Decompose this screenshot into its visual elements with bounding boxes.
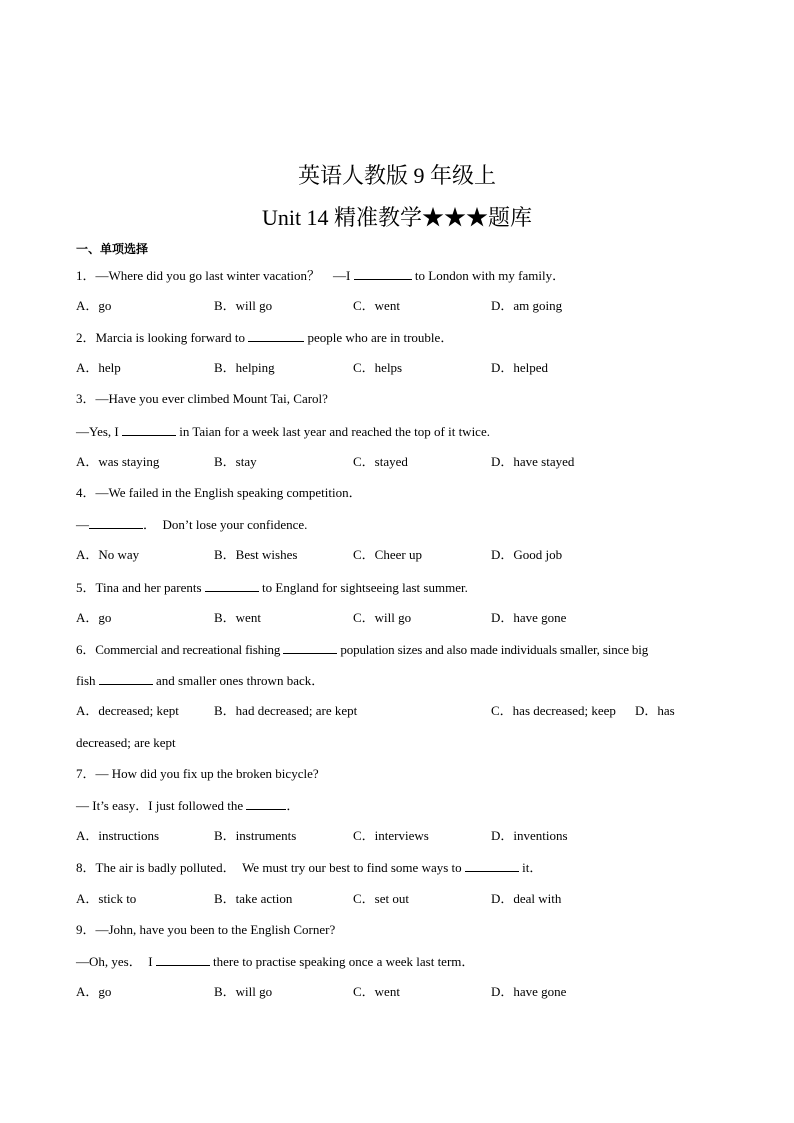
question-4-text: — xyxy=(76,517,89,532)
question-9-stem: 9．—John, have you been to the English Corner? xyxy=(76,922,336,937)
question-4-stem-cont xyxy=(76,515,307,534)
question-6-text-cont: fish xyxy=(76,673,96,688)
question-5-stem xyxy=(76,578,468,597)
question-7-stem: 7．— How did you fix up the broken bicycle? xyxy=(76,766,319,781)
question-9-text: —Oh, yes． I xyxy=(76,954,153,969)
question-9-text-end: there to practise speaking once a week last term． xyxy=(213,954,475,969)
question-6-option-d-cont[interactable]: decreased; are kept xyxy=(76,735,176,750)
question-1-text: 1．—Where did you go last winter vacation？ —I xyxy=(76,268,351,283)
question-6-stem xyxy=(76,640,648,659)
question-2-option-b[interactable]: B．helping xyxy=(214,360,275,375)
question-6-option-d[interactable]: D．has xyxy=(635,703,675,718)
question-6-text-end: and smaller ones thrown back． xyxy=(156,673,325,688)
question-4-option-d[interactable]: D．Good job xyxy=(491,547,563,562)
question-4-text-end: ． Don’t lose your confidence. xyxy=(143,517,308,532)
question-7-option-d[interactable]: D．inventions xyxy=(491,828,568,843)
answer-blank xyxy=(354,266,412,280)
question-8-text-end: it． xyxy=(522,860,543,875)
question-7-option-c[interactable]: C．interviews xyxy=(353,828,429,843)
question-2-option-a[interactable]: A．help xyxy=(76,360,121,375)
document-subtitle: Unit 14 精准教学★★★题库 xyxy=(261,205,533,230)
question-9-stem-cont xyxy=(76,952,474,971)
answer-blank xyxy=(465,858,519,872)
question-1-option-b[interactable]: B．will go xyxy=(214,298,273,313)
question-3-text: —Yes, I xyxy=(76,424,119,439)
question-4-option-c[interactable]: C．Cheer up xyxy=(353,547,422,562)
question-3-option-b[interactable]: B．stay xyxy=(214,454,257,469)
answer-blank xyxy=(283,640,337,654)
question-3-stem-cont xyxy=(76,422,490,441)
answer-blank xyxy=(248,328,304,342)
question-9-option-a[interactable]: A．go xyxy=(76,984,112,999)
question-9-option-c[interactable]: C．went xyxy=(353,984,400,999)
question-5-option-d[interactable]: D．have gone xyxy=(491,610,567,625)
question-8-option-a[interactable]: A．stick to xyxy=(76,891,137,906)
question-4-option-a[interactable]: A．No way xyxy=(76,547,140,562)
question-6-option-b[interactable]: B．had decreased; are kept xyxy=(214,703,358,718)
question-4-option-b[interactable]: B．Best wishes xyxy=(214,547,298,562)
question-1-text-end: to London with my family． xyxy=(414,268,566,283)
question-8-text: 8．The air is badly polluted． We must try our best to find some ways to xyxy=(76,860,462,875)
question-2-stem xyxy=(76,328,453,347)
question-8-option-b[interactable]: B．take action xyxy=(214,891,293,906)
question-7-text-end: ． xyxy=(286,798,300,813)
answer-blank xyxy=(156,952,210,966)
question-2-text-end: people who are in trouble． xyxy=(307,330,454,345)
answer-blank xyxy=(246,796,286,810)
answer-blank xyxy=(122,422,176,436)
question-1-option-d[interactable]: D．am going xyxy=(491,298,563,313)
question-1-option-c[interactable]: C．went xyxy=(353,298,400,313)
question-4-stem: 4．—We failed in the English speaking competition． xyxy=(76,485,362,500)
question-9-option-d[interactable]: D．have gone xyxy=(491,984,567,999)
question-3-stem: 3．—Have you ever climbed Mount Tai, Carol? xyxy=(76,391,328,406)
question-6-text: 6．Commercial and recreational fishing xyxy=(76,642,281,657)
question-3-text-end: in Taian for a week last year and reached the top of it twice. xyxy=(179,424,490,439)
answer-blank xyxy=(89,515,143,529)
question-8-stem xyxy=(76,858,542,877)
question-2-text: 2．Marcia is looking forward to xyxy=(76,330,245,345)
question-5-option-a[interactable]: A．go xyxy=(76,610,112,625)
question-6-option-c[interactable]: C．has decreased; keep xyxy=(491,703,616,718)
question-2-option-c[interactable]: C．helps xyxy=(353,360,403,375)
question-3-option-a[interactable]: A．was staying xyxy=(76,454,160,469)
question-8-option-d[interactable]: D．deal with xyxy=(491,891,562,906)
answer-blank xyxy=(205,578,259,592)
question-5-option-b[interactable]: B．went xyxy=(214,610,261,625)
question-6-option-a[interactable]: A．decreased; kept xyxy=(76,703,179,718)
question-5-text: 5．Tina and her parents xyxy=(76,580,202,595)
question-6-text-mid: population sizes and also made individuals smaller, since big xyxy=(340,642,649,657)
section-heading: 一、单项选择 xyxy=(76,242,149,256)
question-8-option-c[interactable]: C．set out xyxy=(353,891,409,906)
question-5-text-end: to England for sightseeing last summer. xyxy=(262,580,468,595)
question-6-stem-cont xyxy=(76,671,324,690)
question-9-option-b[interactable]: B．will go xyxy=(214,984,273,999)
question-7-stem-cont xyxy=(76,796,299,815)
question-3-option-c[interactable]: C．stayed xyxy=(353,454,408,469)
question-7-option-a[interactable]: A．instructions xyxy=(76,828,160,843)
question-2-option-d[interactable]: D．helped xyxy=(491,360,549,375)
document-title: 英语人教版 9 年级上 xyxy=(297,163,496,188)
question-7-option-b[interactable]: B．instruments xyxy=(214,828,297,843)
question-5-option-c[interactable]: C．will go xyxy=(353,610,412,625)
question-1-option-a[interactable]: A．go xyxy=(76,298,112,313)
question-1-stem xyxy=(76,266,565,285)
question-7-text: — It’s easy．I just followed the xyxy=(76,798,244,813)
question-3-option-d[interactable]: D．have stayed xyxy=(491,454,575,469)
answer-blank xyxy=(99,671,153,685)
